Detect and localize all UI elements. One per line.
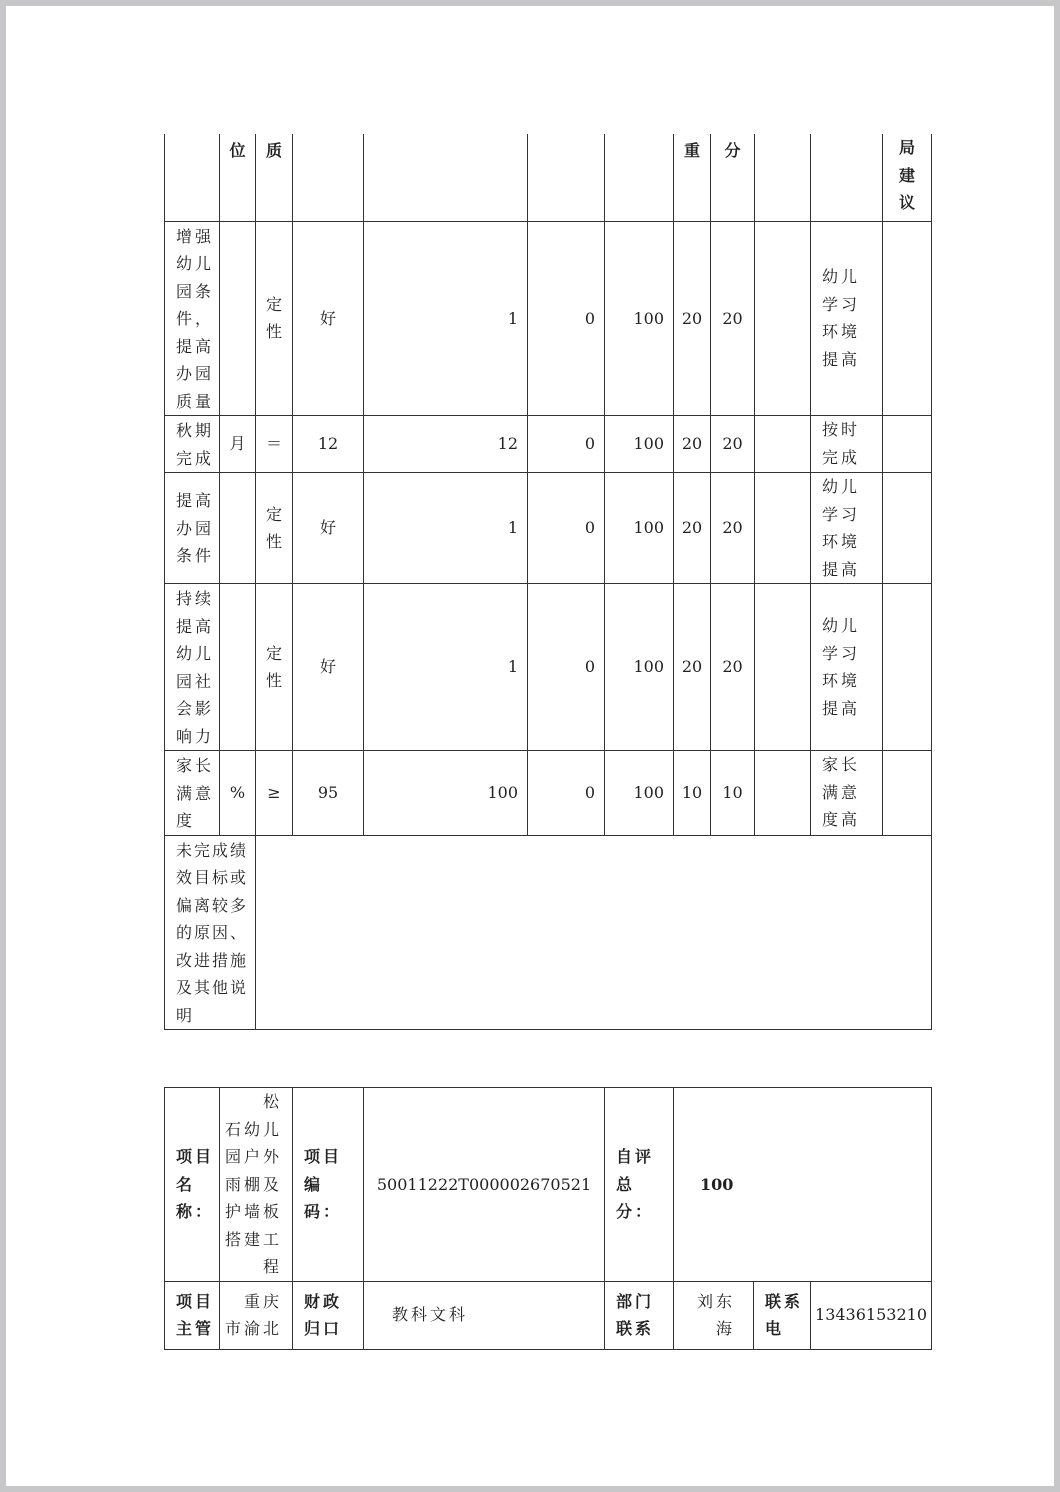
- indicator-unit: [220, 584, 256, 751]
- indicator-nature: ≥: [256, 751, 293, 836]
- indicator-weight: 20: [674, 221, 711, 416]
- header-nature: 质: [256, 134, 293, 221]
- indicator-suggestion: [883, 473, 932, 584]
- indicator-col6: 0: [528, 751, 605, 836]
- table-header-row: [165, 134, 932, 221]
- document-page: [6, 6, 1054, 1486]
- project-name-label: 项目 名 称：: [165, 1088, 220, 1282]
- indicator-score: 20: [711, 473, 755, 584]
- indicator-nature: 定 性: [256, 473, 293, 584]
- indicator-score: 20: [711, 416, 755, 473]
- project-code-value: 50011222T000002670521: [364, 1088, 605, 1282]
- indicator-nature: 定 性: [256, 584, 293, 751]
- indicator-actual: 100: [364, 751, 528, 836]
- indicator-col7: 100: [605, 221, 674, 416]
- indicator-analysis: 幼儿 学习 环境 提高: [811, 221, 883, 416]
- indicator-reason: [755, 416, 811, 473]
- indicator-target: 95: [293, 751, 364, 836]
- header-score: 分: [711, 134, 755, 221]
- contact-value: 刘东 海: [674, 1281, 754, 1349]
- phone-value: 13436153210: [811, 1281, 932, 1349]
- indicator-analysis: 幼儿 学习 环境 提高: [811, 584, 883, 751]
- indicator-analysis: 家长 满意 度高: [811, 751, 883, 836]
- indicator-actual: 1: [364, 584, 528, 751]
- finance-label: 财政 归口: [293, 1281, 364, 1349]
- indicator-reason: [755, 751, 811, 836]
- department-value: 重庆 市渝北: [220, 1281, 293, 1349]
- indicator-suggestion: [883, 584, 932, 751]
- indicator-suggestion: [883, 221, 932, 416]
- indicator-nature: ＝: [256, 416, 293, 473]
- self-score-value: 100: [674, 1088, 932, 1282]
- indicator-col7: 100: [605, 473, 674, 584]
- project-code-label: 项目 编 码：: [293, 1088, 364, 1282]
- indicator-suggestion: [883, 751, 932, 836]
- indicator-col6: 0: [528, 473, 605, 584]
- explanation-content: [256, 835, 932, 1030]
- indicator-col7: 100: [605, 584, 674, 751]
- indicator-reason: [755, 221, 811, 416]
- header-suggestion: 局 建 议: [883, 134, 932, 221]
- explanation-row: [165, 835, 932, 1030]
- contact-label: 部门 联系: [605, 1281, 674, 1349]
- indicator-col7: 100: [605, 416, 674, 473]
- indicator-reason: [755, 473, 811, 584]
- indicator-analysis: 幼儿 学习 环境 提高: [811, 473, 883, 584]
- indicator-score: 10: [711, 751, 755, 836]
- indicator-actual: 1: [364, 473, 528, 584]
- indicator-col7: 100: [605, 751, 674, 836]
- indicator-unit: [220, 221, 256, 416]
- indicator-col6: 0: [528, 584, 605, 751]
- indicator-name: 家长 满意 度: [165, 751, 220, 836]
- department-label: 项目 主管: [165, 1281, 220, 1349]
- indicator-name: 秋期 完成: [165, 416, 220, 473]
- project-info-table: [164, 1087, 932, 1350]
- indicator-weight: 10: [674, 751, 711, 836]
- indicator-reason: [755, 584, 811, 751]
- indicator-actual: 1: [364, 221, 528, 416]
- indicator-score: 20: [711, 221, 755, 416]
- indicator-name: 提高 办园 条件: [165, 473, 220, 584]
- indicator-target: 好: [293, 584, 364, 751]
- indicator-score: 20: [711, 584, 755, 751]
- indicator-name: 持续 提高 幼儿 园社 会影 响力: [165, 584, 220, 751]
- indicator-actual: 12: [364, 416, 528, 473]
- indicator-name: 增强 幼儿 园条 件， 提高 办园 质量: [165, 221, 220, 416]
- indicator-weight: 20: [674, 473, 711, 584]
- indicator-target: 好: [293, 221, 364, 416]
- table-row: [165, 416, 932, 473]
- project-name-value: 松 石幼儿 园户外 雨棚及 护墙板 搭建工 程: [220, 1088, 293, 1282]
- performance-indicator-table: [164, 134, 932, 1030]
- header-unit: 位: [220, 134, 256, 221]
- indicator-col6: 0: [528, 416, 605, 473]
- table-row: [165, 751, 932, 836]
- indicator-weight: 20: [674, 584, 711, 751]
- department-row: [165, 1281, 932, 1349]
- indicator-unit: [220, 473, 256, 584]
- indicator-target: 12: [293, 416, 364, 473]
- header-weight: 重: [674, 134, 711, 221]
- phone-label: 联系 电: [754, 1281, 811, 1349]
- indicator-nature: 定 性: [256, 221, 293, 416]
- indicator-unit: 月: [220, 416, 256, 473]
- indicator-suggestion: [883, 416, 932, 473]
- self-score-label: 自评 总 分：: [605, 1088, 674, 1282]
- finance-value: 教科文科: [364, 1281, 605, 1349]
- project-name-row: [165, 1088, 932, 1282]
- table-row: [165, 584, 932, 751]
- indicator-unit: %: [220, 751, 256, 836]
- indicator-target: 好: [293, 473, 364, 584]
- table-row: [165, 473, 932, 584]
- explanation-label: 未完成绩 效目标或 偏离较多 的原因、 改进措施 及其他说 明: [165, 835, 256, 1030]
- indicator-weight: 20: [674, 416, 711, 473]
- indicator-col6: 0: [528, 221, 605, 416]
- table-row: [165, 221, 932, 416]
- indicator-analysis: 按时 完成: [811, 416, 883, 473]
